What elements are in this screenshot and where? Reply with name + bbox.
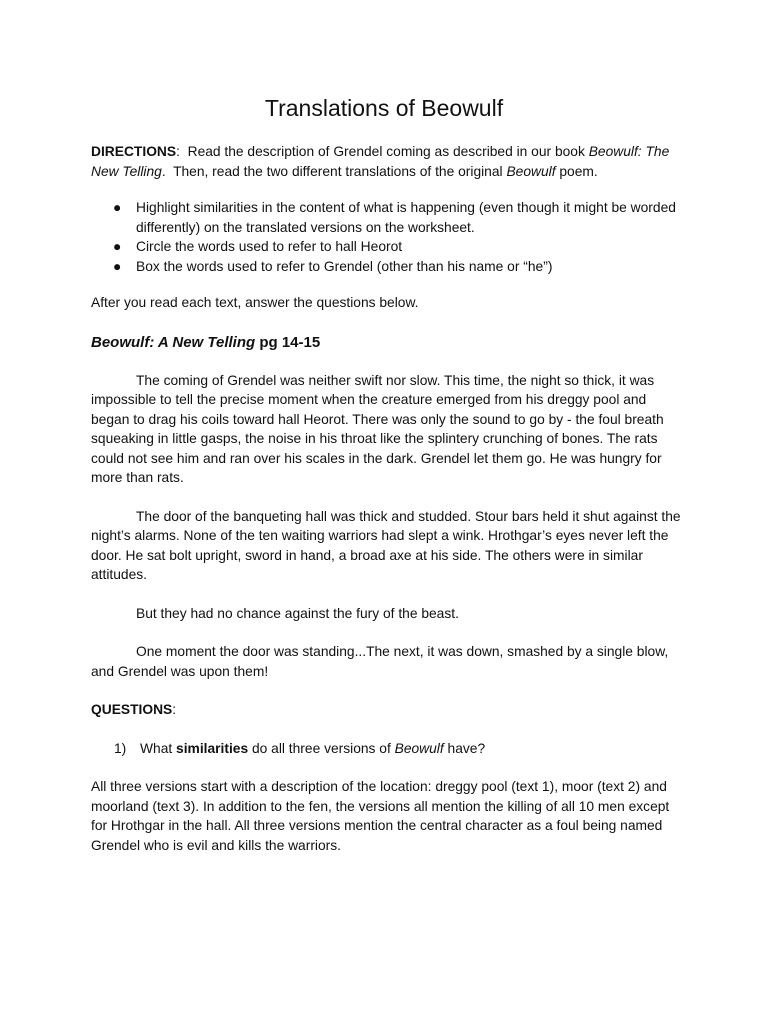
bullet-icon: ● xyxy=(113,200,122,215)
section-title-italic: Beowulf: A New Telling xyxy=(91,333,256,351)
question-number: 1) xyxy=(114,740,127,756)
poem-title: Beowulf xyxy=(506,163,556,179)
passage-paragraph-2: The door of the banqueting hall was thick and studded. Stour bars held it shut against the night’s alarms. None of the ten waiting warriors had slept a wink. Hrothgar’s eyes never left the door. He sat bolt upright, sword in hand, a broad axe at his side. The others were in similar attitudes. xyxy=(91,508,681,582)
directions-paragraph xyxy=(91,142,681,181)
question-italic-title: Beowulf xyxy=(394,740,444,756)
question-item xyxy=(114,739,681,759)
passage-paragraph-4: One moment the door was standing...The next, it was down, smashed by a single blow, and Grendel was upon them! xyxy=(91,644,669,679)
questions-colon: : xyxy=(172,702,177,717)
list-item xyxy=(113,198,681,237)
passage-paragraph-1: The coming of Grendel was neither swift nor slow. This time, the night so thick, it was impossible to tell the precise moment when the creature emerged from his dreggy pool and began to drag his coils toward hall Heorot. There was only the sound to go by - the foul breath squeaking in little gasps, the noise in his throat like the splintery crunching of bones. The rats could not see him and ran over his scales in the dark. Grendel let them go. He was hungry for more than rats. xyxy=(91,372,664,485)
question-text-post: have? xyxy=(443,740,486,756)
passage-paragraph-3: But they had no chance against the fury of the beast. xyxy=(136,605,459,621)
section-page-range: pg 14-15 xyxy=(255,333,321,351)
section-heading xyxy=(91,333,681,353)
book-title: Beowulf: The New Telling xyxy=(91,144,670,179)
after-reading-instruction: After you read each text, answer the questions below. xyxy=(91,295,419,310)
list-item-text: Highlight similarities in the content of what is happening (even though it might be worded differently) on the translated versions on the worksheet. xyxy=(136,200,676,235)
question-text-pre: What xyxy=(140,740,177,756)
list-item-text: Box the words used to refer to Grendel (other than his name or “he”) xyxy=(136,258,553,274)
directions-text-1: Read the description of Grendel coming as described in our book xyxy=(179,144,589,159)
instruction-list xyxy=(91,198,681,276)
bullet-icon: ● xyxy=(113,258,122,274)
directions-colon: : xyxy=(176,144,180,159)
list-item-text: Circle the words used to refer to hall Heorot xyxy=(136,239,403,254)
answer-paragraph: All three versions start with a description of the location: dreggy pool (text 1), moor (text 2) and moorland (text 3). In addition to the fen, the versions all mention the killing of all 10 men except for Hrothgar in the hall. All three versions mention the central character as a foul being named Grendel who is evil and kills the warriors. xyxy=(91,779,670,853)
question-keyword: similarities xyxy=(176,740,249,756)
document-body xyxy=(91,142,681,855)
bullet-icon: ● xyxy=(113,239,122,254)
questions-label: QUESTIONS xyxy=(91,702,173,717)
question-text-mid: do all three versions of xyxy=(248,740,395,756)
list-item xyxy=(113,257,681,277)
list-item xyxy=(113,237,681,257)
page-title: Translations of Beowulf xyxy=(264,95,504,121)
directions-text-2: . Then, read the two different translations of the original xyxy=(161,163,507,179)
directions-text-3: poem. xyxy=(555,163,598,179)
directions-label: DIRECTIONS xyxy=(91,144,177,159)
question-list xyxy=(91,739,681,759)
questions-heading xyxy=(91,700,681,720)
